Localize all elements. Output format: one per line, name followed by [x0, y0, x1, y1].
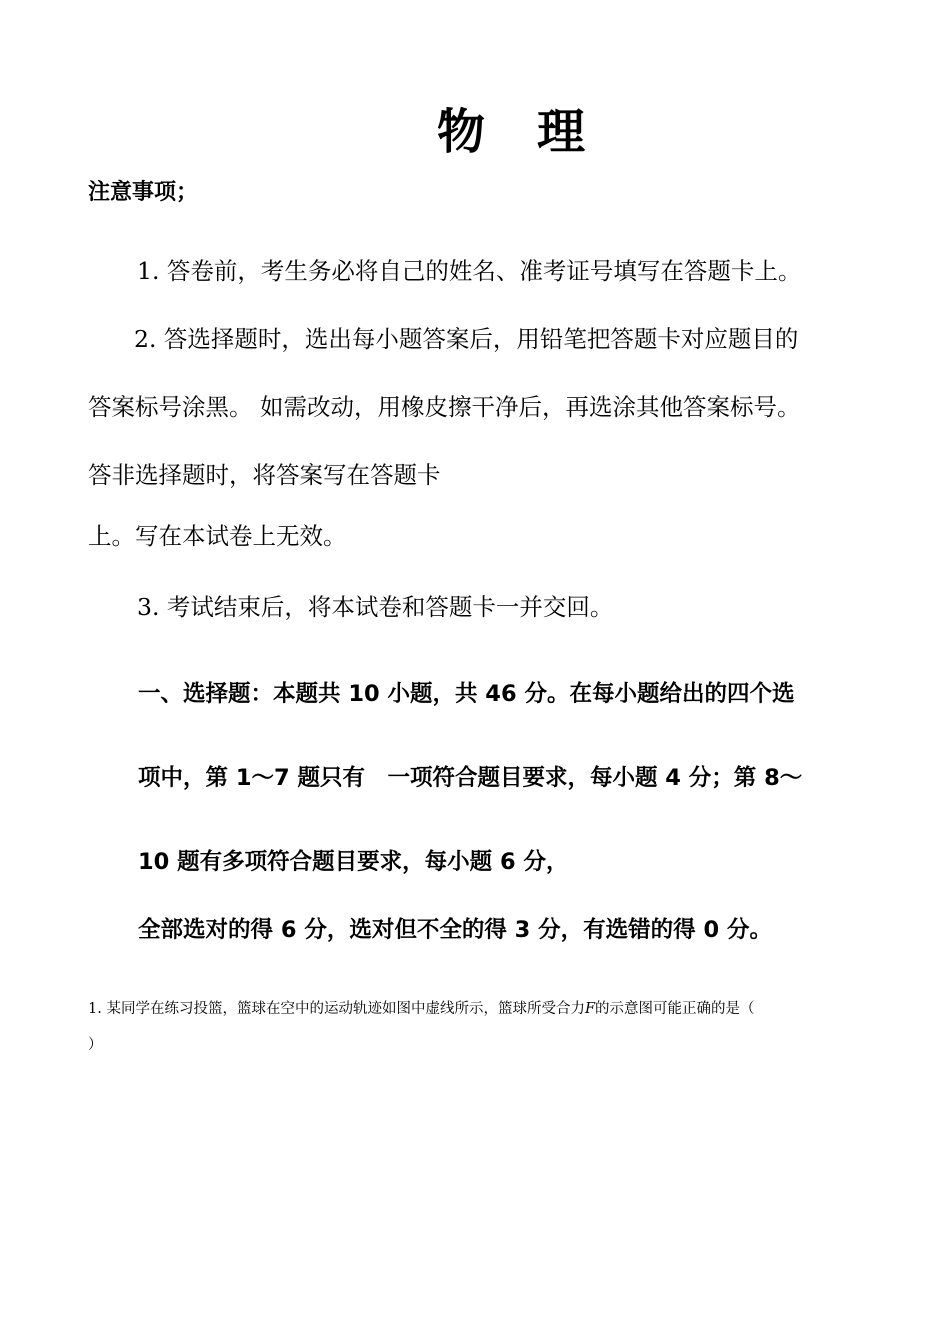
notice-item-2-line-3: 答非选择题时，将答案写在答题卡 [88, 461, 441, 489]
notice-item-2-line-2: 答案标号涂黑。 如需改动，用橡皮擦干净后，再选涂其他答案标号。 [88, 393, 801, 421]
notice-item-3: 3. 考试结束后，将本试卷和答题卡一并交回。 [137, 593, 614, 621]
question-1-line-2: ） [88, 1037, 103, 1053]
notice-heading: 注意事项； [88, 180, 199, 205]
section-1-line-3: 10 题有多项符合题目要求，每小题 6 分， [138, 849, 569, 875]
question-1-text-before: 1. 某同学在练习投篮，篮球在空中的运动轨迹如图中虚线所示，篮球所受合力 [88, 1001, 585, 1017]
section-1-line-2: 项中，第 1～7 题只有 一项符合题目要求，每小题 4 分；第 8～ [138, 765, 803, 791]
notice-item-1: 1. 答卷前，考生务必将自己的姓名、准考证号填写在答题卡上。 [137, 257, 802, 285]
notice-item-2-line-4: 上。写在本试卷上无效。 [88, 522, 347, 550]
section-1-line-4: 全部选对的得 6 分，选对但不全的得 3 分，有选错的得 0 分。 [138, 917, 772, 943]
section-1-line-1: 一、选择题：本题共 10 小题，共 46 分。在每小题给出的四个选 [138, 681, 795, 707]
question-1-line-1 [88, 1002, 755, 1017]
question-1-text-after: 的示意图可能正确的是（ [595, 1001, 755, 1017]
force-symbol: F [584, 1001, 596, 1017]
notice-item-2-line-1: 2. 答选择题时，选出每小题答案后，用铅笔把答题卡对应题目的 [134, 325, 799, 353]
page-title: 物理 [436, 104, 637, 160]
